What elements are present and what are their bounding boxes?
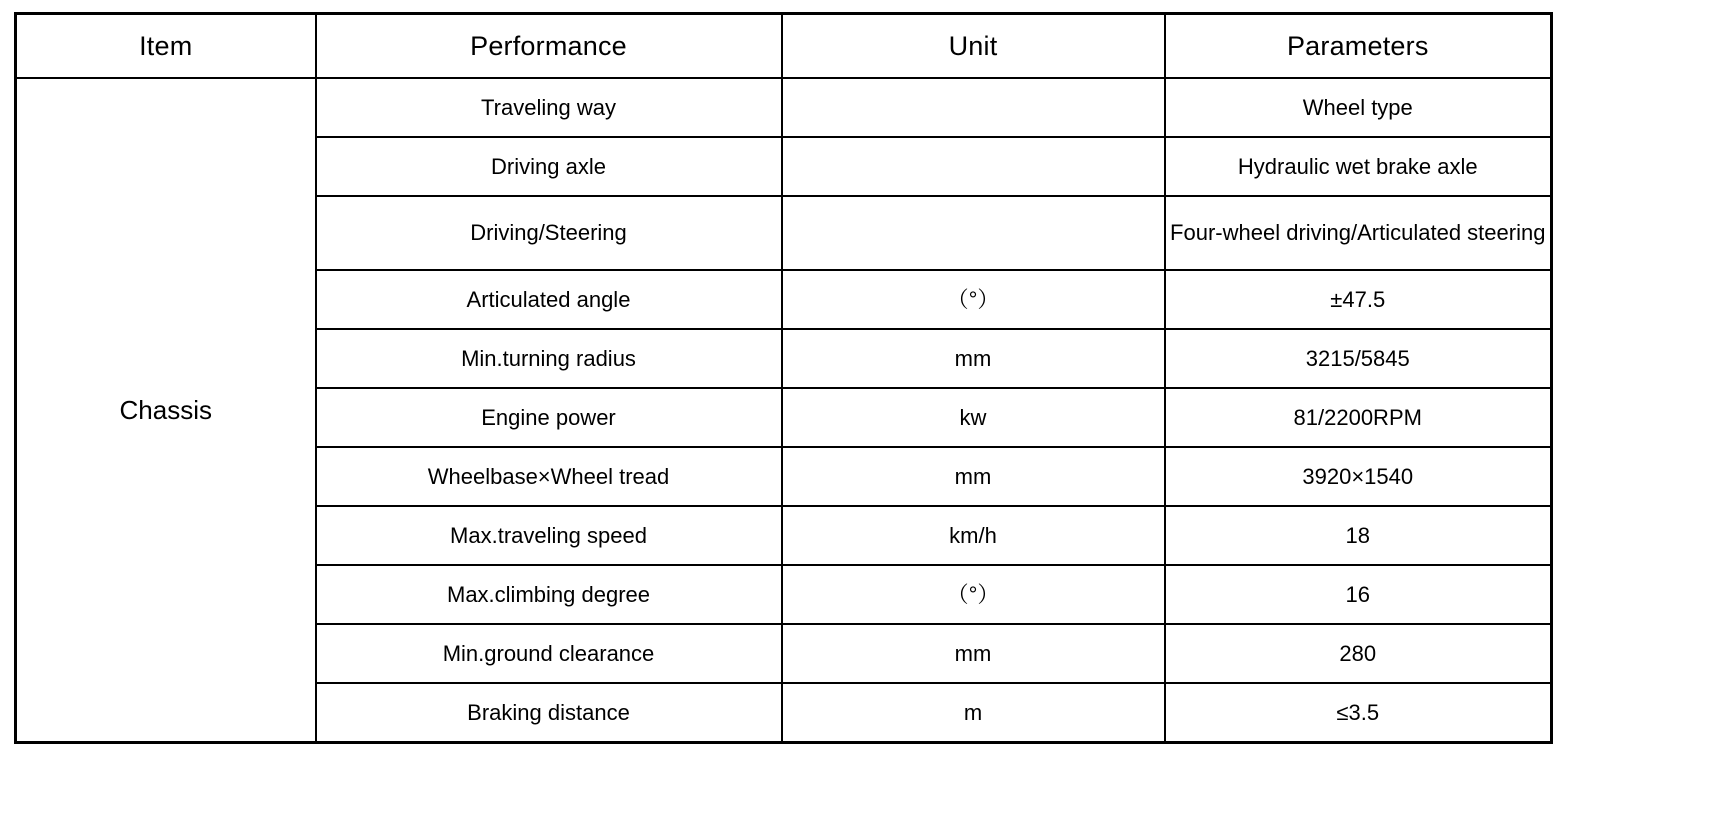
cell-unit: （°） [782,565,1165,624]
cell-parameters: 3920×1540 [1165,447,1552,506]
cell-unit: km/h [782,506,1165,565]
cell-unit [782,137,1165,196]
cell-performance: Driving axle [316,137,782,196]
cell-parameters: 18 [1165,506,1552,565]
cell-parameters: 3215/5845 [1165,329,1552,388]
cell-performance: Braking distance [316,683,782,743]
cell-performance: Max.climbing degree [316,565,782,624]
cell-unit: mm [782,624,1165,683]
cell-performance: Wheelbase×Wheel tread [316,447,782,506]
cell-performance: Min.ground clearance [316,624,782,683]
cell-performance: Driving/Steering [316,196,782,270]
cell-parameters: 16 [1165,565,1552,624]
cell-parameters: ±47.5 [1165,270,1552,329]
cell-performance: Min.turning radius [316,329,782,388]
cell-unit: m [782,683,1165,743]
cell-performance: Max.traveling speed [316,506,782,565]
table-header [16,14,1552,79]
column-header-performance: Performance [316,14,782,79]
cell-parameters: Hydraulic wet brake axle [1165,137,1552,196]
cell-parameters: 280 [1165,624,1552,683]
cell-unit: mm [782,329,1165,388]
table-header-row [16,14,1552,79]
cell-unit: mm [782,447,1165,506]
cell-performance: Engine power [316,388,782,447]
table-row [16,78,1552,137]
item-group-chassis: Chassis [16,78,316,743]
column-header-item: Item [16,14,316,79]
table-body [16,78,1552,743]
column-header-unit: Unit [782,14,1165,79]
cell-parameters: Four-wheel driving/Articulated steering [1165,196,1552,270]
cell-parameters: ≤3.5 [1165,683,1552,743]
cell-parameters: 81/2200RPM [1165,388,1552,447]
specification-table [14,12,1553,744]
cell-unit [782,78,1165,137]
cell-unit [782,196,1165,270]
column-header-parameters: Parameters [1165,14,1552,79]
cell-performance: Articulated angle [316,270,782,329]
cell-unit: （°） [782,270,1165,329]
cell-unit: kw [782,388,1165,447]
spec-table-container [14,12,1550,744]
cell-performance: Traveling way [316,78,782,137]
cell-parameters: Wheel type [1165,78,1552,137]
